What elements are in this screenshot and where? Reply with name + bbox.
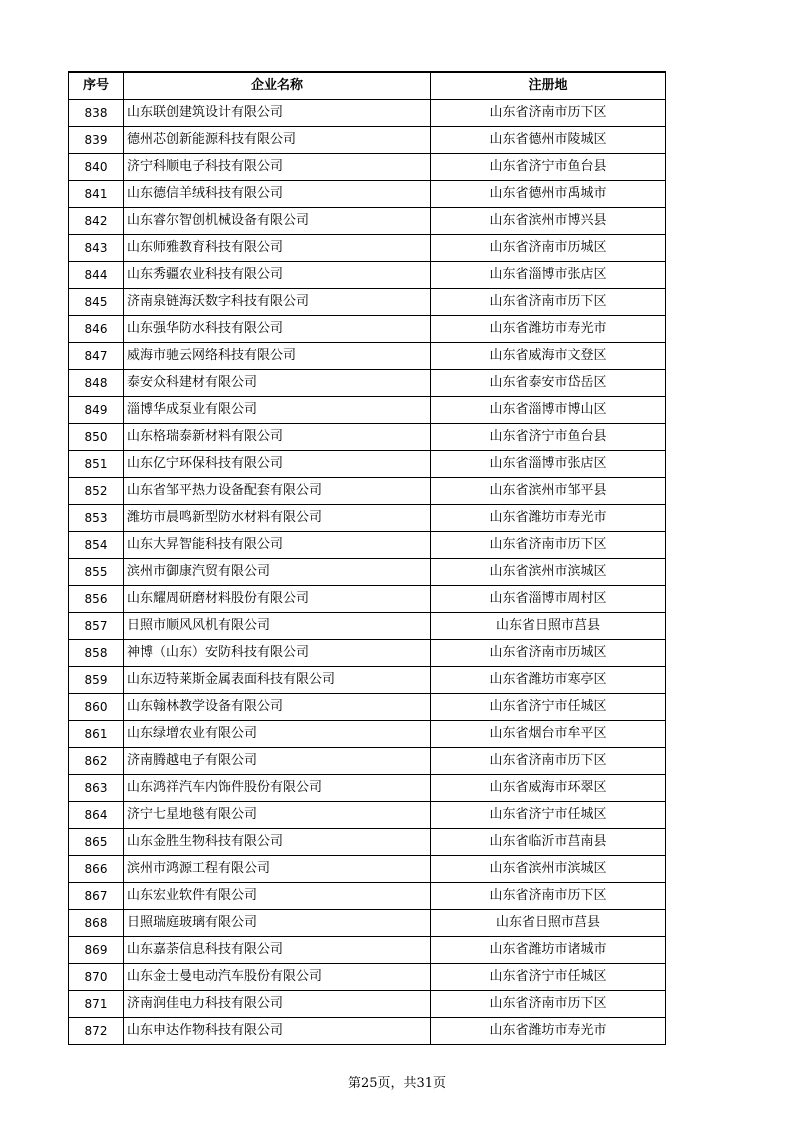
table-row — [69, 208, 666, 235]
cell-company: 山东宏业软件有限公司 — [124, 883, 431, 910]
cell-location: 山东省济宁市鱼台县 — [431, 424, 666, 451]
cell-location: 山东省济宁市任城区 — [431, 694, 666, 721]
table-row — [69, 829, 666, 856]
cell-company: 山东绿增农业有限公司 — [124, 721, 431, 748]
cell-index: 866 — [69, 856, 124, 883]
cell-location: 山东省德州市陵城区 — [431, 127, 666, 154]
cell-location: 山东省淄博市周村区 — [431, 586, 666, 613]
table-row — [69, 154, 666, 181]
cell-company: 济宁七星地毯有限公司 — [124, 802, 431, 829]
cell-location: 山东省淄博市张店区 — [431, 451, 666, 478]
cell-company: 日照市顺风风机有限公司 — [124, 613, 431, 640]
cell-index: 867 — [69, 883, 124, 910]
cell-location: 山东省威海市环翠区 — [431, 775, 666, 802]
table-header-row — [69, 72, 666, 100]
cell-index: 856 — [69, 586, 124, 613]
cell-company: 山东德信羊绒科技有限公司 — [124, 181, 431, 208]
table-row — [69, 343, 666, 370]
cell-company: 山东金士曼电动汽车股份有限公司 — [124, 964, 431, 991]
table-row — [69, 181, 666, 208]
cell-index: 849 — [69, 397, 124, 424]
cell-company: 滨州市御康汽贸有限公司 — [124, 559, 431, 586]
table-row — [69, 748, 666, 775]
cell-index: 872 — [69, 1018, 124, 1045]
cell-location: 山东省济南市历下区 — [431, 532, 666, 559]
cell-index: 861 — [69, 721, 124, 748]
cell-location: 山东省济宁市任城区 — [431, 964, 666, 991]
table-row — [69, 532, 666, 559]
cell-company: 威海市驰云网络科技有限公司 — [124, 343, 431, 370]
cell-index: 840 — [69, 154, 124, 181]
cell-index: 871 — [69, 991, 124, 1018]
table-row — [69, 100, 666, 127]
table-body — [69, 100, 666, 1045]
cell-company: 山东联创建筑设计有限公司 — [124, 100, 431, 127]
cell-company: 山东翰林教学设备有限公司 — [124, 694, 431, 721]
table-row — [69, 910, 666, 937]
cell-company: 淄博华成泵业有限公司 — [124, 397, 431, 424]
header-company: 企业名称 — [124, 72, 431, 100]
cell-location: 山东省济南市历下区 — [431, 991, 666, 1018]
cell-index: 852 — [69, 478, 124, 505]
table-row — [69, 613, 666, 640]
cell-index: 857 — [69, 613, 124, 640]
cell-index: 853 — [69, 505, 124, 532]
cell-location: 山东省济宁市鱼台县 — [431, 154, 666, 181]
cell-company: 山东迈特莱斯金属表面科技有限公司 — [124, 667, 431, 694]
cell-location: 山东省滨州市滨城区 — [431, 856, 666, 883]
table-row — [69, 991, 666, 1018]
company-table — [68, 71, 666, 1045]
cell-index: 846 — [69, 316, 124, 343]
cell-location: 山东省烟台市牟平区 — [431, 721, 666, 748]
table-row — [69, 505, 666, 532]
cell-company: 德州芯创新能源科技有限公司 — [124, 127, 431, 154]
table-row — [69, 451, 666, 478]
cell-company: 山东强华防水科技有限公司 — [124, 316, 431, 343]
table-row — [69, 559, 666, 586]
cell-company: 山东金胜生物科技有限公司 — [124, 829, 431, 856]
table-row — [69, 775, 666, 802]
table-row — [69, 856, 666, 883]
cell-location: 山东省济宁市任城区 — [431, 802, 666, 829]
cell-company: 山东亿宁环保科技有限公司 — [124, 451, 431, 478]
cell-company: 泰安众科建材有限公司 — [124, 370, 431, 397]
cell-company: 潍坊市晨鸣新型防水材料有限公司 — [124, 505, 431, 532]
cell-company: 山东嘉荼信息科技有限公司 — [124, 937, 431, 964]
cell-index: 862 — [69, 748, 124, 775]
cell-index: 869 — [69, 937, 124, 964]
cell-company: 山东申达作物科技有限公司 — [124, 1018, 431, 1045]
cell-index: 842 — [69, 208, 124, 235]
table-row — [69, 397, 666, 424]
company-table-container — [68, 71, 665, 1045]
cell-location: 山东省济南市历下区 — [431, 100, 666, 127]
cell-location: 山东省潍坊市寿光市 — [431, 1018, 666, 1045]
cell-location: 山东省潍坊市诸城市 — [431, 937, 666, 964]
cell-index: 868 — [69, 910, 124, 937]
cell-company: 神博（山东）安防科技有限公司 — [124, 640, 431, 667]
cell-index: 855 — [69, 559, 124, 586]
table-row — [69, 316, 666, 343]
cell-index: 864 — [69, 802, 124, 829]
table-row — [69, 667, 666, 694]
cell-company: 山东格瑞泰新材料有限公司 — [124, 424, 431, 451]
table-row — [69, 964, 666, 991]
cell-index: 850 — [69, 424, 124, 451]
cell-location: 山东省济南市历城区 — [431, 235, 666, 262]
table-row — [69, 235, 666, 262]
cell-company: 山东大昇智能科技有限公司 — [124, 532, 431, 559]
cell-company: 山东秀疆农业科技有限公司 — [124, 262, 431, 289]
table-row — [69, 694, 666, 721]
cell-company: 山东师雅教育科技有限公司 — [124, 235, 431, 262]
cell-index: 851 — [69, 451, 124, 478]
cell-location: 山东省日照市莒县 — [431, 613, 666, 640]
table-row — [69, 586, 666, 613]
table-row — [69, 640, 666, 667]
table-row — [69, 370, 666, 397]
table-row — [69, 721, 666, 748]
table-row — [69, 289, 666, 316]
cell-index: 854 — [69, 532, 124, 559]
cell-location: 山东省潍坊市寒亭区 — [431, 667, 666, 694]
table-row — [69, 424, 666, 451]
cell-location: 山东省滨州市博兴县 — [431, 208, 666, 235]
cell-company: 济南泉链海沃数字科技有限公司 — [124, 289, 431, 316]
cell-location: 山东省济南市历下区 — [431, 748, 666, 775]
cell-location: 山东省德州市禹城市 — [431, 181, 666, 208]
cell-index: 838 — [69, 100, 124, 127]
cell-location: 山东省淄博市张店区 — [431, 262, 666, 289]
cell-location: 山东省威海市文登区 — [431, 343, 666, 370]
cell-index: 870 — [69, 964, 124, 991]
cell-company: 济宁科顺电子科技有限公司 — [124, 154, 431, 181]
cell-location: 山东省济南市历下区 — [431, 883, 666, 910]
cell-location: 山东省滨州市滨城区 — [431, 559, 666, 586]
cell-location: 山东省滨州市邹平县 — [431, 478, 666, 505]
cell-location: 山东省泰安市岱岳区 — [431, 370, 666, 397]
table-row — [69, 937, 666, 964]
cell-index: 844 — [69, 262, 124, 289]
page-footer: 第25页，共31页 — [347, 1076, 447, 1091]
header-index: 序号 — [69, 72, 124, 100]
cell-index: 863 — [69, 775, 124, 802]
table-row — [69, 478, 666, 505]
cell-location: 山东省临沂市莒南县 — [431, 829, 666, 856]
table-row — [69, 802, 666, 829]
cell-index: 860 — [69, 694, 124, 721]
cell-company: 山东耀周研磨材料股份有限公司 — [124, 586, 431, 613]
cell-location: 山东省济南市历下区 — [431, 289, 666, 316]
table-row — [69, 262, 666, 289]
table-row — [69, 883, 666, 910]
cell-company: 山东睿尔智创机械设备有限公司 — [124, 208, 431, 235]
header-location: 注册地 — [431, 72, 666, 100]
cell-index: 843 — [69, 235, 124, 262]
cell-company: 滨州市鸿源工程有限公司 — [124, 856, 431, 883]
cell-index: 839 — [69, 127, 124, 154]
cell-index: 865 — [69, 829, 124, 856]
cell-location: 山东省济南市历城区 — [431, 640, 666, 667]
cell-location: 山东省日照市莒县 — [431, 910, 666, 937]
cell-location: 山东省潍坊市寿光市 — [431, 316, 666, 343]
cell-location: 山东省淄博市博山区 — [431, 397, 666, 424]
cell-company: 日照瑞庭玻璃有限公司 — [124, 910, 431, 937]
table-row — [69, 1018, 666, 1045]
cell-company: 山东鸿祥汽车内饰件股份有限公司 — [124, 775, 431, 802]
cell-index: 848 — [69, 370, 124, 397]
cell-location: 山东省潍坊市寿光市 — [431, 505, 666, 532]
cell-company: 山东省邹平热力设备配套有限公司 — [124, 478, 431, 505]
table-row — [69, 127, 666, 154]
cell-index: 845 — [69, 289, 124, 316]
cell-index: 847 — [69, 343, 124, 370]
cell-company: 济南腾越电子有限公司 — [124, 748, 431, 775]
cell-index: 859 — [69, 667, 124, 694]
cell-index: 841 — [69, 181, 124, 208]
cell-company: 济南润佳电力科技有限公司 — [124, 991, 431, 1018]
cell-index: 858 — [69, 640, 124, 667]
